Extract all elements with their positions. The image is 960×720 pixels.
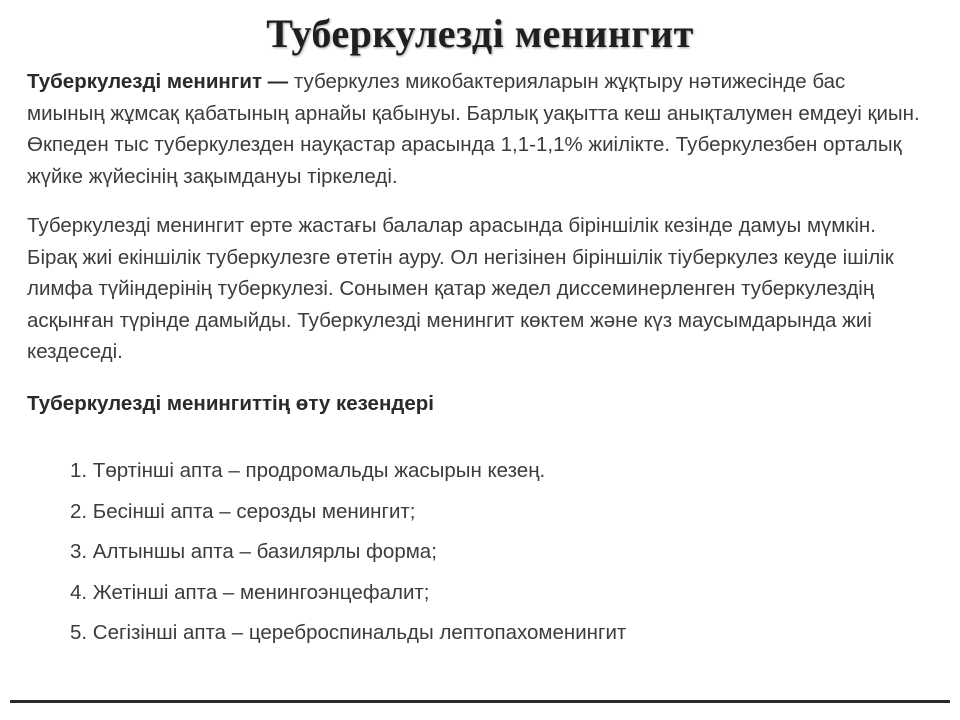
- list-item: 1. Төртінші апта – продромальды жасырын кезең.: [70, 459, 546, 482]
- list-item: 2. Бесінші апта – серозды менингит;: [70, 499, 416, 523]
- stages-list: [70, 457, 930, 660]
- article-body: [27, 66, 927, 419]
- list-item: 5. Сегізінші апта – цереброспинальды лептопахоменингит: [70, 621, 627, 644]
- bottom-divider: [10, 700, 950, 703]
- stages-heading: Туберкулезді менингиттің өту кезендері: [27, 391, 434, 415]
- intro-paragraph: [27, 66, 927, 192]
- second-paragraph: Туберкулезді менингит ерте жастағы балалар арасында біріншілік кезінде дамуы мүмкін. Бірақ жиі екіншілік туберкулезге өтетін ауру. Ол негізінен біріншілік тіуберкулез кеуде ішілік лимфа түйіндерінің туберкулезі. Сонымен қатар жедел диссеминерленген туберкулездің асқынған түрінде дамыйды. Туберкулезді менингит көктем және күз маусымдарында жиі кездеседі.: [27, 214, 894, 363]
- list-item: 3. Алтыншы апта – базилярлы форма;: [70, 540, 437, 563]
- intro-term: Туберкулезді менингит —: [27, 70, 289, 93]
- page-title: Туберкулезді менингит: [266, 11, 694, 56]
- intro-text: туберкулез микобактерияларын жұқтыру нәтижесінде бас миының жұмсақ қабатының арнайы қабынуы. Барлық уақытта кеш анықталумен емдеуі қиын. Өкпеден тыс туберкулезден науқастар арасында 1,1-1,1% жиілікте. Туберкулезбен орталық жүйке жүйесінің зақымдануы тіркеледі.: [27, 70, 920, 188]
- list-item: 4. Жетінші апта – менингоэнцефалит;: [70, 580, 430, 604]
